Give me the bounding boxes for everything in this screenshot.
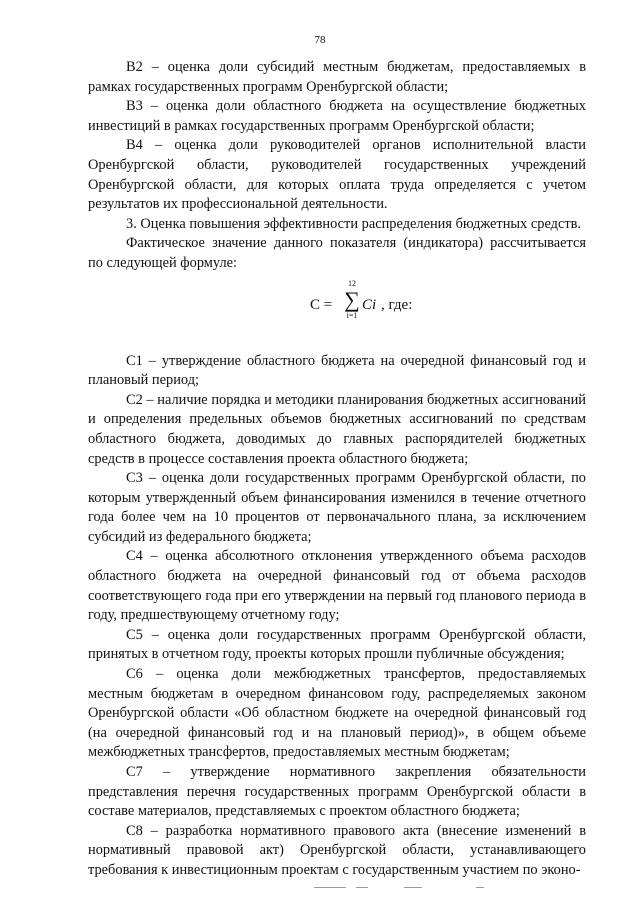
scan-mark (404, 887, 422, 888)
scan-mark (476, 887, 484, 888)
formula-lhs: C = (310, 296, 333, 313)
section-heading-budget-efficiency: 3. Оценка повышения эффективности распределения бюджетных средств. (126, 215, 582, 232)
scan-footer-marks (0, 887, 640, 891)
sigma-symbol (343, 280, 361, 320)
paragraph-c2: С2 – наличие порядка и методики планирования бюджетных ассигнований и определения предельных объемов бюджетных ассигнований по средствам областного бюджета, доводимых до главных распорядителей бюджетных средств в процессе составления проекта областного бюджета; (88, 391, 586, 467)
sum-lower-limit: i=1 (346, 310, 358, 320)
page-number: 78 (314, 34, 326, 46)
formula-where: , где: (381, 296, 413, 313)
paragraph-c4: С4 – оценка абсолютного отклонения утвержденного объема расходов областного бюджета на очередной финансовый год от объема расходов соответствующего года при его утверждении на первый год планового периода в году, предшествующему отчетному году; (88, 548, 586, 624)
paragraph-c7: С7 – утверждение нормативного закрепления обязательности представления перечня государственных программ Оренбургской области в составе материалов, представляемых с проектом областного бюджета; (88, 764, 586, 820)
sum-term: Ci (362, 296, 377, 313)
scan-mark (314, 887, 346, 888)
paragraph-c1: С1 – утверждение областного бюджета на очередной финансовый год и плановый период; (88, 352, 586, 389)
paragraph-c8: С8 – разработка нормативного правового акта (внесение изменений в нормативный правовой акт) Оренбургской области, устанавливающего требования к инвестиционным проектам с государственным участием по эконо- (88, 822, 586, 878)
document-body (88, 58, 586, 881)
paragraph-formula-intro: Фактическое значение данного показателя (индикатора) рассчитывается по следующей формуле: (88, 235, 586, 271)
sum-sign: ∑ (344, 286, 360, 312)
paragraph-b4: В4 – оценка доли руководителей органов исполнительной власти Оренбургской области, руководителей государственных учреждений Оренбургской области, для которых оплата труда определяется с учетом результатов их профессиональной деятельности. (88, 137, 586, 213)
summation-formula (88, 280, 586, 342)
paragraph-b3: В3 – оценка доли областного бюджета на осуществление бюджетных инвестиций в рамках государственных программ Оренбургской области; (88, 98, 586, 134)
paragraph-c3: С3 – оценка доли государственных программ Оренбургской области, по которым утвержденный объем финансирования изменился в течение отчетного года более чем на 10 процентов от первоначального плана, за исключением субсидий из федерального бюджета; (88, 470, 586, 545)
paragraph-c6: С6 – оценка доли межбюджетных трансфертов, предоставляемых местным бюджетам в очередном финансовом году, распределяемых законом Оренбургской области «Об областном бюджете на очередной финансовый год (на очередной финансовый год и на плановый период)», в общем объеме межбюджетных трансфертов, предоставляемых местным бюджетам; (88, 666, 586, 761)
sum-upper-limit: 12 (348, 278, 356, 288)
scan-mark (356, 887, 368, 888)
paragraph-b2: В2 – оценка доли субсидий местным бюджетам, предоставляемых в рамках государственных программ Оренбургской области; (88, 59, 586, 95)
paragraph-c5: С5 – оценка доли государственных программ Оренбургской области, принятых в отчетном году, проекты которых прошли публичные обсуждения; (88, 626, 586, 663)
